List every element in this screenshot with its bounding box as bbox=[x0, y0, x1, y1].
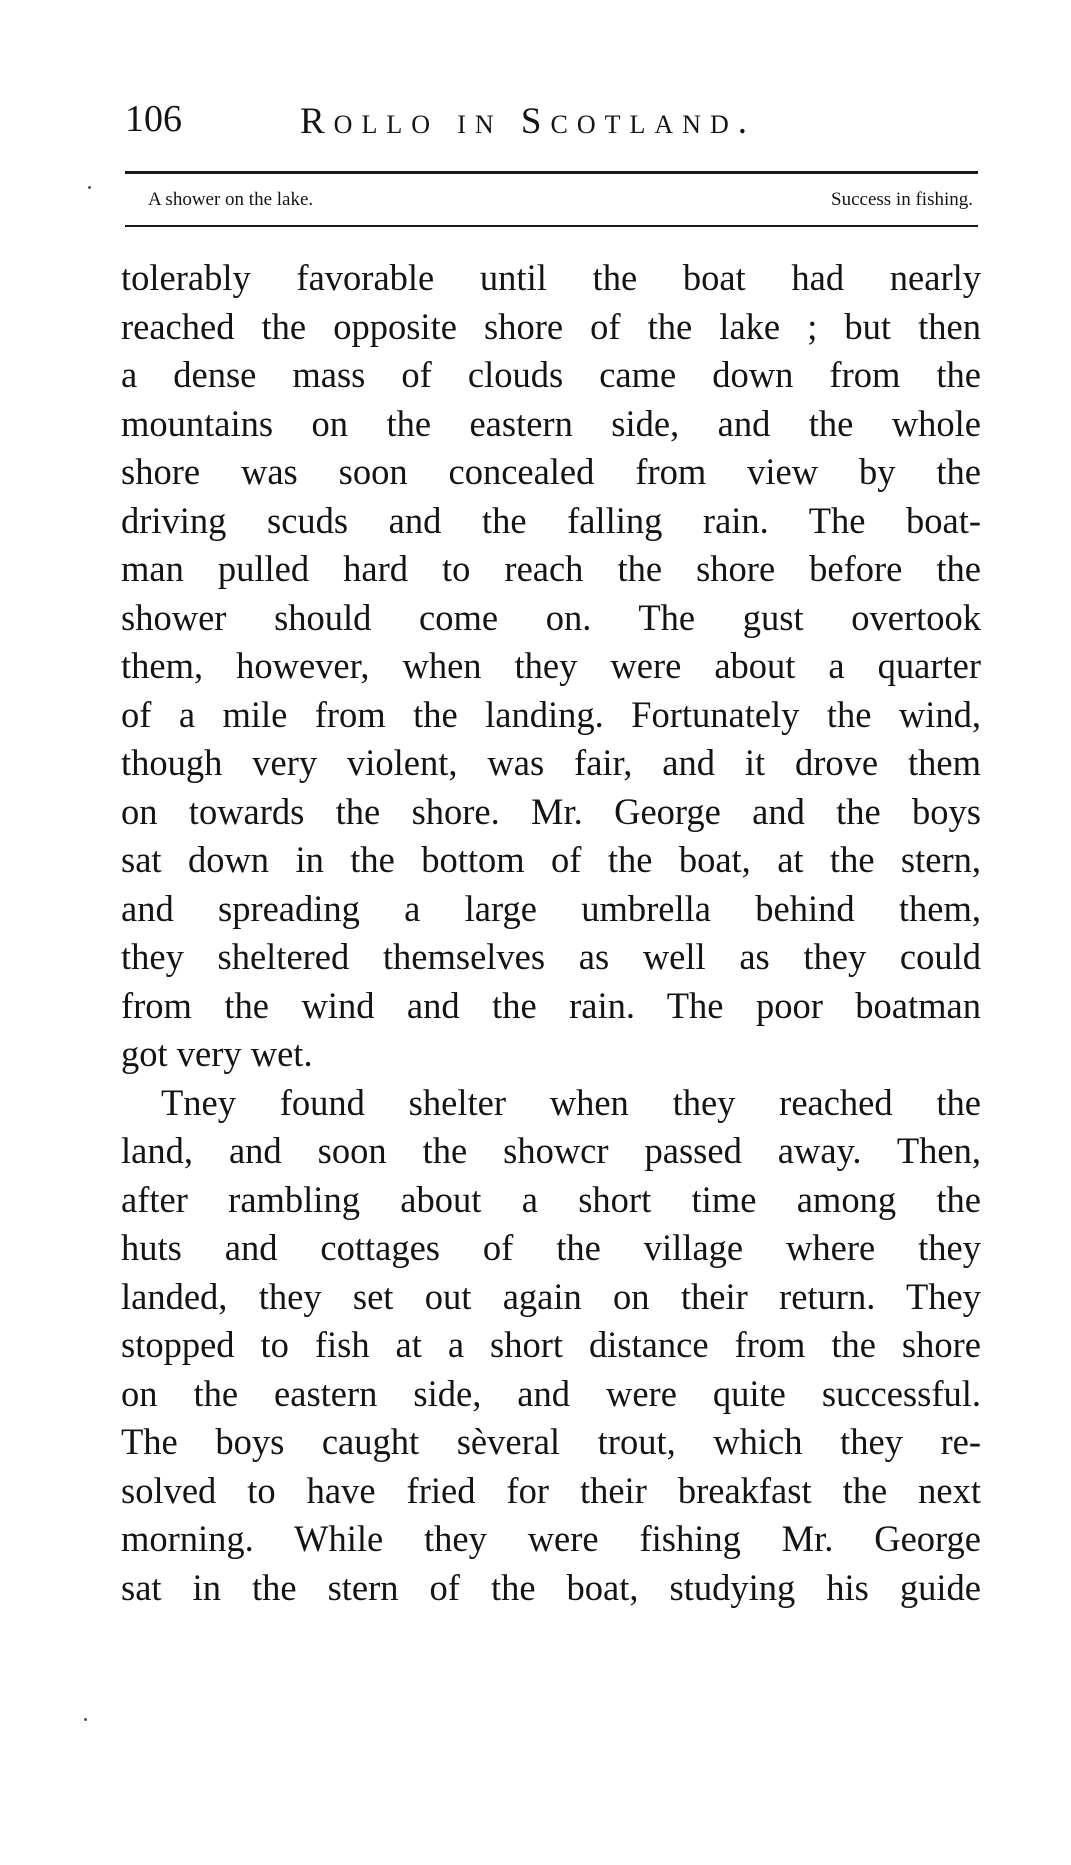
paper-speck bbox=[88, 186, 91, 189]
header-rule-top bbox=[125, 171, 978, 174]
paragraph-1 bbox=[121, 254, 981, 1079]
text-line: on towards the shore. Mr. George and the boys bbox=[121, 790, 981, 832]
text-line: shore was soon concealed from view by the bbox=[121, 451, 981, 492]
text-line: from the wind and the rain. The poor boatman bbox=[121, 984, 981, 1026]
running-title: Rollo in Scotland. bbox=[300, 101, 756, 142]
header-rule-bottom bbox=[125, 225, 978, 227]
text-line: and spreading a large umbrella behind them, bbox=[121, 887, 981, 929]
text-line: The boys caught sèveral trout, which they re- bbox=[121, 1421, 981, 1462]
text-line: driving scuds and the falling rain. The boat- bbox=[121, 499, 981, 541]
text-line: on the eastern side, and were quite successful. bbox=[121, 1372, 981, 1414]
text-line: landed, they set out again on their return. They bbox=[121, 1275, 981, 1317]
text-line: shower should come on. The gust overtook bbox=[121, 596, 981, 638]
right-subheading: Success in fishing. bbox=[831, 189, 973, 210]
text-line: them, however, when they were about a quarter bbox=[121, 645, 981, 686]
text-line: after rambling about a short time among the bbox=[121, 1178, 981, 1220]
text-line: stopped to fish at a short distance from the shore bbox=[121, 1324, 981, 1365]
text-line: sat down in the bottom of the boat, at the stern, bbox=[121, 839, 981, 880]
text-line: man pulled hard to reach the shore before the bbox=[121, 548, 981, 589]
paragraph-2 bbox=[121, 1079, 981, 1613]
text-line: solved to have fried for their breakfast the next bbox=[121, 1469, 981, 1511]
body-text bbox=[121, 254, 981, 1612]
paper-speck bbox=[84, 1718, 87, 1721]
text-line: Tney found shelter when they reached the bbox=[161, 1081, 981, 1123]
text-line: reached the opposite shore of the lake ; but then bbox=[121, 305, 981, 347]
text-line: huts and cottages of the village where they bbox=[121, 1227, 981, 1268]
text-line: got very wet. bbox=[121, 1033, 313, 1074]
page-number: 106 bbox=[125, 98, 182, 140]
text-line: mountains on the eastern side, and the whole bbox=[121, 402, 981, 444]
text-line: though very violent, was fair, and it drove them bbox=[121, 742, 981, 783]
text-line: land, and soon the showcr passed away. Then, bbox=[121, 1130, 981, 1171]
left-subheading: A shower on the lake. bbox=[148, 189, 314, 210]
text-line: tolerably favorable until the boat had nearly bbox=[121, 257, 981, 298]
text-line: a dense mass of clouds came down from the bbox=[121, 354, 981, 395]
text-line: morning. While they were fishing Mr. George bbox=[121, 1518, 981, 1559]
text-line: of a mile from the landing. Fortunately the wind, bbox=[121, 693, 981, 735]
text-line: sat in the stern of the boat, studying his guide bbox=[121, 1566, 981, 1608]
text-line: they sheltered themselves as well as they could bbox=[121, 936, 981, 977]
